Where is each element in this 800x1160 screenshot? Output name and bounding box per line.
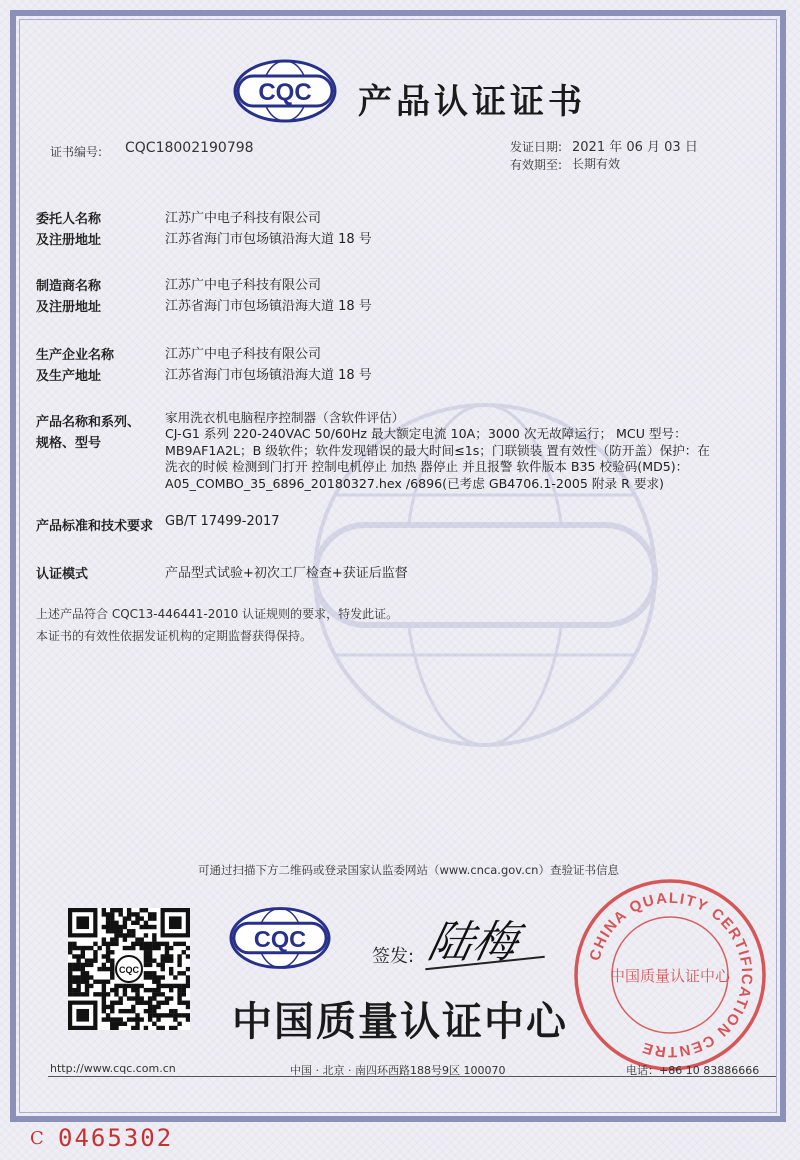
product-description (165, 410, 765, 492)
product-line: 洗衣的时候 检测到门打开 控制电机停止 加热 器停止 并且报警 软件版本 B35 校验码(MD5)： (165, 459, 689, 475)
standard-value: GB/T 17499-2017 (165, 514, 280, 529)
product-line: MB9AF1A2L；B 级软件；软件发现错误的最大时间≤1s；门联锁装 置有效性（防开盖）保护：在 (165, 442, 710, 458)
product-line: A05_COMBO_35_6896_20180327.hex /6896(已考虑 GB4706.1-2005 附录 R 要求) (165, 475, 664, 491)
manufacturer-label: 制造商名称 (36, 279, 102, 294)
validity: 长期有效 (572, 157, 621, 171)
cqc-logo-icon (232, 58, 338, 124)
validity-note: 本证书的有效性依据发证机构的定期监督获得保持。 (36, 629, 313, 643)
center-name: 中国质量认证中心 (232, 999, 568, 1045)
verify-text: 可通过扫描下方二维码或登录国家认监委网站（www.cnca.gov.cn）查验证书信息 (198, 863, 619, 877)
center-address: 中国 · 北京 · 南四环西路188号9区 100070 (290, 1064, 506, 1077)
cert-number-label: 证书编号: (50, 145, 103, 159)
red-seal-icon (572, 877, 768, 1073)
client-label: 委托人名称 (36, 212, 102, 227)
serial-prefix: C (30, 1128, 44, 1149)
factory-address-label: 及生产地址 (36, 369, 102, 384)
manufacturer-address-label: 及注册地址 (36, 300, 102, 315)
website-link[interactable]: http://www.cqc.com.cn (50, 1062, 176, 1075)
svg-text:CHINA QUALITY CERTIFICATION CE: CHINA QUALITY CERTIFICATION CENTRE (586, 889, 756, 1061)
product-spec-label: 规格、型号 (36, 436, 102, 451)
serial-number: 0465302 (58, 1124, 174, 1152)
client-address: 江苏省海门市包场镇沿海大道 18 号 (165, 232, 372, 247)
cert-number: CQC18002190798 (125, 140, 254, 156)
factory-address: 江苏省海门市包场镇沿海大道 18 号 (165, 368, 372, 383)
validity-label: 有效期至: (510, 158, 563, 172)
cqc-bottom-logo-icon (228, 905, 332, 971)
factory-label: 生产企业名称 (36, 348, 115, 363)
svg-text:CQC: CQC (119, 965, 139, 975)
certificate-title: 产品认证证书 (358, 82, 586, 122)
svg-text:中国质量认证中心: 中国质量认证中心 (609, 967, 731, 985)
mode-value: 产品型式试验+初次工厂检查+获证后监督 (165, 566, 408, 581)
svg-text:CQC: CQC (258, 79, 312, 106)
client-address-label: 及注册地址 (36, 233, 102, 248)
center-phone: 电话：+86 10 83886666 (626, 1064, 760, 1077)
signature: 陆梅 (423, 917, 523, 968)
product-line: 家用洗衣机电脑程序控制器（含软件评估） (165, 410, 405, 425)
product-label: 产品名称和系列、 (36, 415, 141, 430)
client-name: 江苏广中电子科技有限公司 (165, 211, 322, 226)
manufacturer-address: 江苏省海门市包场镇沿海大道 18 号 (165, 299, 372, 314)
svg-text:CQC: CQC (253, 925, 307, 952)
compliance-note: 上述产品符合 CQC13-446441-2010 认证规则的要求，特发此证。 (36, 607, 399, 621)
issue-date-label: 发证日期: (510, 140, 563, 154)
qr-code[interactable] (68, 908, 190, 1030)
issue-date: 2021 年 06 月 03 日 (572, 140, 698, 155)
mode-label: 认证模式 (36, 567, 89, 582)
standard-label: 产品标准和技术要求 (36, 519, 154, 534)
product-line: CJ-G1 系列 220-240VAC 50/60Hz 最大额定电流 10A；3000 次无故障运行； MCU 型号： (165, 426, 687, 442)
manufacturer-name: 江苏广中电子科技有限公司 (165, 278, 322, 293)
factory-name: 江苏广中电子科技有限公司 (165, 347, 322, 362)
sign-label: 签发: (372, 946, 415, 967)
